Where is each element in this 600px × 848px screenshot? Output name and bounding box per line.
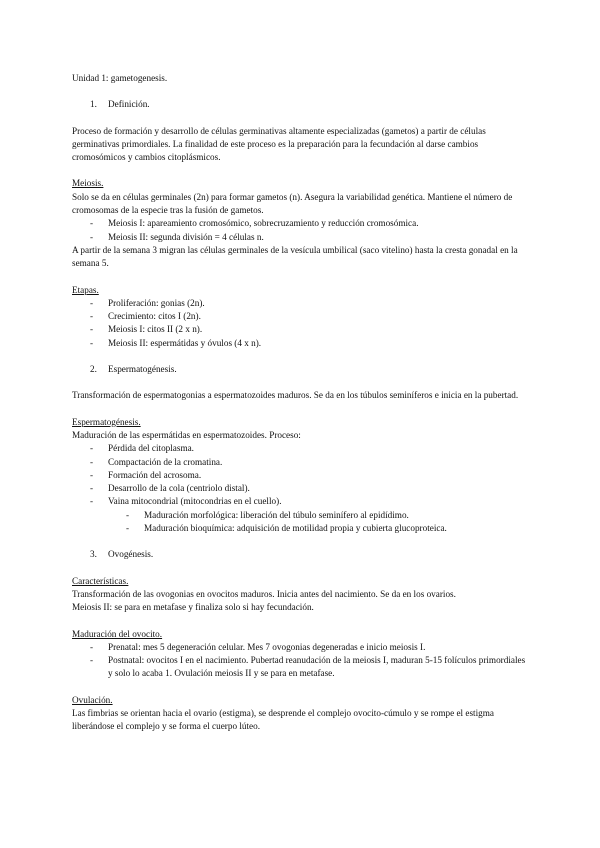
- list-item: - Proliferación: gonias (2n).: [72, 297, 532, 310]
- etapas-list: [72, 297, 532, 350]
- section-3-label: Ovogénesis.: [108, 549, 154, 560]
- section-2-label: Espermatogénesis.: [108, 364, 177, 375]
- section-2-heading: [72, 363, 532, 376]
- section-1-number: 1.: [90, 99, 97, 110]
- caracteristicas-heading: Características.: [72, 575, 129, 586]
- list-item: - Formación del acrosoma.: [72, 469, 532, 482]
- section-1-heading: [72, 98, 532, 111]
- list-item: - Desarrollo de la cola (centriolo distal).: [72, 482, 532, 495]
- section-3-number: 3.: [90, 549, 97, 560]
- list-item: - Crecimiento: citos I (2n).: [72, 310, 532, 323]
- espermiogenesis-heading: Espermatogénesis.: [72, 416, 141, 427]
- list-item: - Meiosis I: apareamiento cromosómico, sobrecruzamiento y reducción cromosómica.: [72, 217, 532, 230]
- meiosis-outro: A partir de la semana 3 migran las células germinales de la vesícula umbilical (saco vitelino) hasta la cresta gonadal en la semana 5.: [72, 244, 518, 269]
- unit-title: Unidad 1: gametogenesis.: [72, 73, 168, 83]
- document-page: [72, 72, 532, 734]
- ovulacion-paragraph: Las fimbrias se orientan hacia el ovario (estigma), se desprende el complejo ovocito-cúmulo y se rompe el estigma liberándose el complejo y se forma el cuerpo lúteo.: [72, 707, 494, 732]
- section-3-heading: [72, 548, 532, 561]
- list-item: - Prenatal: mes 5 degeneración celular. Mes 7 ovogonias degeneradas e inicio meiosis I.: [72, 641, 532, 654]
- list-item: - Meiosis II: segunda división = 4 células n.: [72, 231, 532, 244]
- list-item: - Meiosis I: citos II (2 x n).: [72, 323, 532, 336]
- maturation-sublist: [72, 509, 532, 536]
- etapas-heading: Etapas.: [72, 284, 99, 295]
- meiosis-heading: Meiosis.: [72, 178, 104, 189]
- definition-paragraph: Proceso de formación y desarrollo de células germinativas altamente especializadas (gametos) a partir de células germinativas primordiales. La finalidad de este proceso es la preparación para la fecundación al darse cambios cromosómicos y cambios citoplásmicos.: [72, 125, 486, 163]
- espermiogenesis-intro: Maduración de las espermátidas en espermatozoides. Proceso:: [72, 429, 301, 440]
- sub-list-item: - Maduración bioquímica: adquisición de motilidad propia y cubierta glucoproteica.: [72, 522, 532, 535]
- caracteristicas-line-1: Transformación de las ovogonias en ovocitos maduros. Inicia antes del nacimiento. Se da en los ovarios.: [72, 588, 456, 599]
- section-1-label: Definición.: [108, 99, 150, 110]
- meiosis-intro: Solo se da en células germinales (2n) para formar gametos (n). Asegura la variabilidad genética. Mantiene el número de cromosomas de la especie tras la fusión de gametos.: [72, 191, 513, 216]
- sub-list-item: - Maduración morfológica: liberación del túbulo seminífero al epidídimo.: [72, 509, 532, 522]
- espermiogenesis-list: [72, 442, 532, 508]
- list-item: - Vaina mitocondrial (mitocondrias en el cuello).: [72, 495, 532, 508]
- section-2-number: 2.: [90, 364, 97, 375]
- list-item: - Pérdida del citoplasma.: [72, 442, 532, 455]
- meiosis-list: [72, 217, 532, 244]
- list-item: - Postnatal: ovocitos I en el nacimiento. Pubertad reanudación de la meiosis I, maduran 5-15 folículos primordiales y solo lo acaba 1. Ovulación meiosis II y se para en metafase.: [72, 654, 532, 681]
- list-item: - Meiosis II: espermátidas y óvulos (4 x n).: [72, 337, 532, 350]
- maduracion-list: [72, 641, 532, 681]
- maduracion-heading: Maduración del ovocito.: [72, 628, 163, 639]
- caracteristicas-line-2: Meiosis II: se para en metafase y finaliza solo si hay fecundación.: [72, 602, 314, 613]
- spermatogenesis-paragraph: Transformación de espermatogonias a espermatozoides maduros. Se da en los túbulos seminíferos e inicia en la pubertad.: [72, 390, 519, 401]
- ovulacion-heading: Ovulación.: [72, 694, 113, 705]
- list-item: - Compactación de la cromatina.: [72, 456, 532, 469]
